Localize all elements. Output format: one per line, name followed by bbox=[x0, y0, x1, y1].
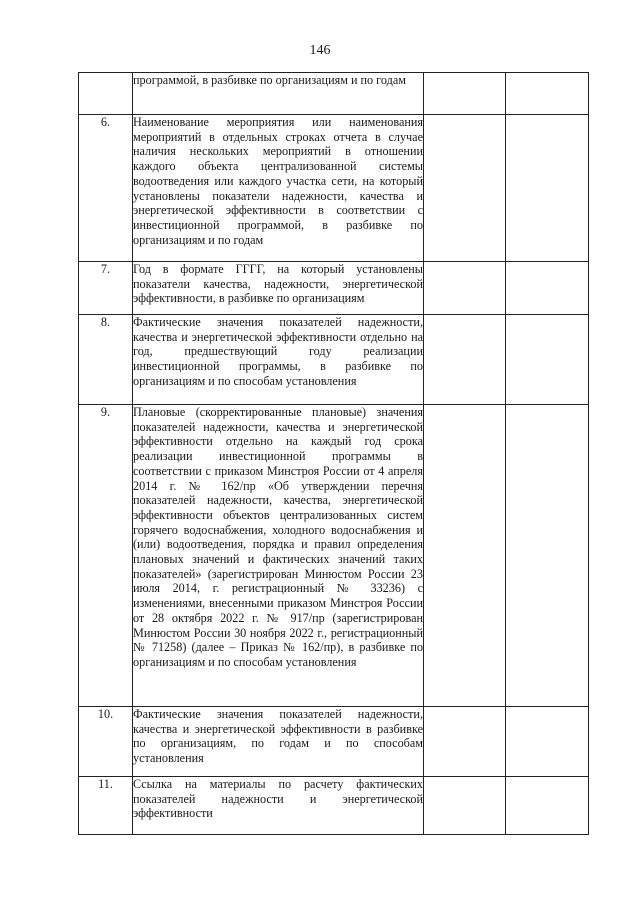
row-number: 6. bbox=[79, 115, 133, 262]
empty-cell bbox=[424, 315, 506, 405]
empty-cell bbox=[424, 707, 506, 777]
table-row bbox=[79, 262, 589, 315]
empty-cell bbox=[506, 262, 589, 315]
table-row bbox=[79, 777, 589, 835]
table-row bbox=[79, 315, 589, 405]
row-number: 9. bbox=[79, 405, 133, 707]
row-description: Наименование мероприятия или наименования мероприятий в отдельных строках отчета в случае наличия нескольких мероприятий в отношении каждого объекта централизованной системы водоотведения или каждого участка сети, на который установлены показатели надежности, качества и энергетической эффективности в соответствии с инвестиционной программой, в разбивке по организациям и по годам bbox=[133, 115, 424, 262]
empty-cell bbox=[506, 73, 589, 115]
empty-cell bbox=[424, 777, 506, 835]
row-number bbox=[79, 73, 133, 115]
empty-cell bbox=[424, 405, 506, 707]
empty-cell bbox=[506, 405, 589, 707]
row-description: Плановые (скорректированные плановые) значения показателей надежности, качества и энергетической эффективности отдельно на каждый год срока реализации инвестиционной программы в соответствии с приказом Минстроя России от 4 апреля 2014 г. № 162/пр «Об утверждении перечня показателей надежности, качества, энергетической эффективности объектов централизованных систем горячего водоснабжения, холодного водоснабжения и (или) водоотведения, порядка и правил определения плановых значений и фактических значений таких показателей» (зарегистрирован Минюстом России 23 июля 2014, г. регистрационный № 33236) с изменениями, внесенными приказом Минстроя России от 28 октября 2022 г. № 917/пр (зарегистрирован Минюстом России 30 ноября 2022 г., регистрационный № 71258) (далее – Приказ № 162/пр), в разбивке по организациям и по способам установления bbox=[133, 405, 424, 707]
table-row bbox=[79, 707, 589, 777]
row-description: программой, в разбивке по организациям и по годам bbox=[133, 73, 424, 115]
row-number: 10. bbox=[79, 707, 133, 777]
table-row bbox=[79, 115, 589, 262]
empty-cell bbox=[506, 315, 589, 405]
empty-cell bbox=[424, 73, 506, 115]
empty-cell bbox=[506, 777, 589, 835]
empty-cell bbox=[506, 707, 589, 777]
row-description: Ссылка на материалы по расчету фактических показателей надежности и энергетической эффективности bbox=[133, 777, 424, 835]
table-row bbox=[79, 405, 589, 707]
row-number: 7. bbox=[79, 262, 133, 315]
empty-cell bbox=[424, 262, 506, 315]
row-number: 11. bbox=[79, 777, 133, 835]
empty-cell bbox=[506, 115, 589, 262]
empty-cell bbox=[424, 115, 506, 262]
row-description: Фактические значения показателей надежности, качества и энергетической эффективности отдельно на год, предшествующий году реализации инвестиционной программы, в разбивке по организациям и по способам установления bbox=[133, 315, 424, 405]
report-fields-table bbox=[78, 72, 589, 835]
row-number: 8. bbox=[79, 315, 133, 405]
row-description: Год в формате ГГГГ, на который установлены показатели качества, надежности, энергетической эффективности, в разбивке по организациям bbox=[133, 262, 424, 315]
page-number: 146 bbox=[309, 43, 331, 58]
row-description: Фактические значения показателей надежности, качества и энергетической эффективности в разбивке по организациям, по годам и по способам установления bbox=[133, 707, 424, 777]
table-row bbox=[79, 73, 589, 115]
